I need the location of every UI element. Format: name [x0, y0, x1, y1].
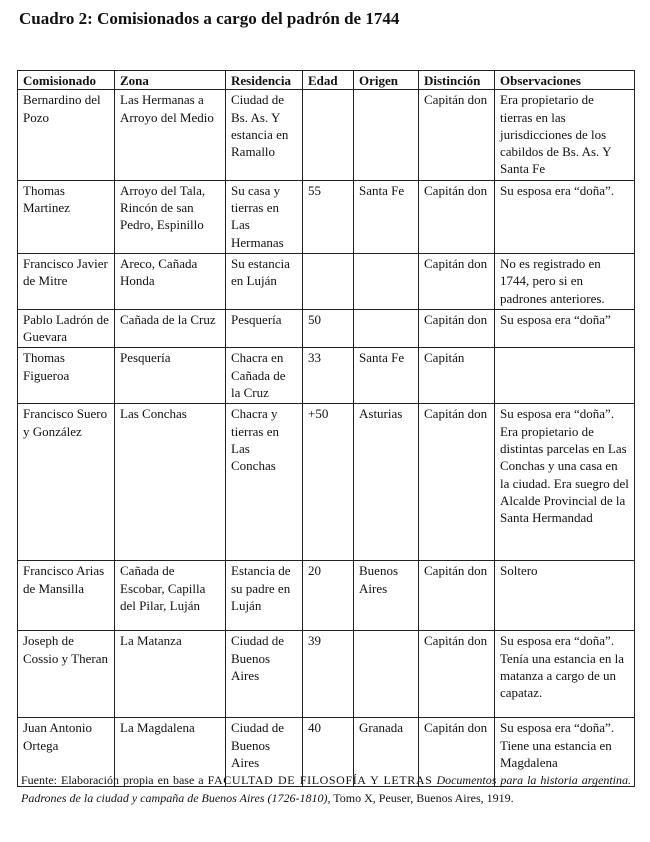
table-row [18, 180, 635, 253]
cell-edad: 33 [303, 348, 354, 404]
cell-origen: Santa Fe [354, 348, 419, 404]
header-edad: Edad [303, 71, 354, 90]
cell-comisionado: Pablo Ladrón de Guevara [18, 309, 115, 348]
header-zona: Zona [115, 71, 226, 90]
source-prefix: Fuente: Elaboración propia en base a [21, 773, 204, 787]
cell-distincion: Capitán don [419, 180, 495, 253]
table-header [18, 71, 635, 90]
cell-edad [303, 90, 354, 180]
cell-residencia: Su casa y tierras en Las Hermanas [226, 180, 303, 253]
source-suffix: Tomo X, Peuser, Buenos Aires, 1919. [333, 791, 514, 805]
header-origen: Origen [354, 71, 419, 90]
cell-observaciones: Su esposa era “doña”. Era propietario de distintas parcelas en Las Conchas y una casa en la ciudad. Era suegro del Alcalde Provincial de la Santa Hermandad [495, 404, 635, 561]
cell-zona: Las Conchas [115, 404, 226, 561]
table-row [18, 253, 635, 309]
cell-distincion: Capitán [419, 348, 495, 404]
source-institution: FACULTAD DE FILOSOFÍA Y LETRAS [207, 773, 433, 787]
cell-residencia: Ciudad de Bs. As. Y estancia en Ramallo [226, 90, 303, 180]
cell-residencia: Su estancia en Luján [226, 253, 303, 309]
cell-zona: Areco, Cañada Honda [115, 253, 226, 309]
cell-residencia: Pesquería [226, 309, 303, 348]
cell-origen [354, 90, 419, 180]
cell-observaciones: No es registrado en 1744, pero si en padrones anteriores. [495, 253, 635, 309]
cell-residencia: Ciudad de Buenos Aires [226, 631, 303, 718]
source-note [21, 771, 631, 807]
cell-observaciones [495, 348, 635, 404]
cell-edad: +50 [303, 404, 354, 561]
cell-comisionado: Bernardino del Pozo [18, 90, 115, 180]
cell-edad: 40 [303, 718, 354, 787]
cell-zona: Arroyo del Tala, Rincón de san Pedro, Espinillo [115, 180, 226, 253]
table-row [18, 90, 635, 180]
cell-origen: Granada [354, 718, 419, 787]
header-distincion: Distinción [419, 71, 495, 90]
cell-residencia: Chacra y tierras en Las Conchas [226, 404, 303, 561]
cell-comisionado: Thomas Figueroa [18, 348, 115, 404]
cell-distincion: Capitán don [419, 718, 495, 787]
cell-comisionado: Francisco Suero y González [18, 404, 115, 561]
header-observaciones: Observaciones [495, 71, 635, 90]
cell-observaciones: Era propietario de tierras en las jurisdicciones de los cabildos de Bs. As. Y Santa Fe [495, 90, 635, 180]
source-work: Documentos para la historia argentina. Padrones de la ciudad y campaña de Buenos Aires (1726-1810), [21, 773, 631, 805]
commissioners-table [17, 70, 635, 787]
cell-observaciones: Su esposa era “doña”. Tenía una estancia en la matanza a cargo de un capataz. [495, 631, 635, 718]
table-row [18, 348, 635, 404]
cell-zona: Cañada de Escobar, Capilla del Pilar, Luján [115, 561, 226, 631]
cell-zona: La Matanza [115, 631, 226, 718]
cell-edad: 39 [303, 631, 354, 718]
cell-observaciones: Su esposa era “doña”. Tiene una estancia en Magdalena [495, 718, 635, 787]
cell-distincion: Capitán don [419, 561, 495, 631]
table-row [18, 309, 635, 348]
table-row [18, 561, 635, 631]
cell-origen [354, 253, 419, 309]
cell-zona: La Magdalena [115, 718, 226, 787]
cell-comisionado: Francisco Arias de Mansilla [18, 561, 115, 631]
header-residencia: Residencia [226, 71, 303, 90]
cell-edad: 50 [303, 309, 354, 348]
cell-origen [354, 631, 419, 718]
cell-residencia: Chacra en Cañada de la Cruz [226, 348, 303, 404]
table-row [18, 404, 635, 561]
header-row [18, 71, 635, 90]
table-row [18, 631, 635, 718]
table-title: Cuadro 2: Comisionados a cargo del padrón de 1744 [19, 9, 400, 28]
cell-distincion: Capitán don [419, 90, 495, 180]
cell-origen: Asturias [354, 404, 419, 561]
cell-origen: Buenos Aires [354, 561, 419, 631]
cell-edad [303, 253, 354, 309]
table-body [18, 90, 635, 787]
cell-observaciones: Soltero [495, 561, 635, 631]
cell-comisionado: Juan Antonio Ortega [18, 718, 115, 787]
cell-observaciones: Su esposa era “doña”. [495, 180, 635, 253]
cell-origen [354, 309, 419, 348]
cell-zona: Cañada de la Cruz [115, 309, 226, 348]
cell-comisionado: Joseph de Cossio y Theran [18, 631, 115, 718]
cell-residencia: Ciudad de Buenos Aires [226, 718, 303, 787]
cell-comisionado: Francisco Javier de Mitre [18, 253, 115, 309]
cell-zona: Pesquería [115, 348, 226, 404]
cell-observaciones: Su esposa era “doña” [495, 309, 635, 348]
cell-comisionado: Thomas Martinez [18, 180, 115, 253]
cell-zona: Las Hermanas a Arroyo del Medio [115, 90, 226, 180]
cell-edad: 55 [303, 180, 354, 253]
cell-origen: Santa Fe [354, 180, 419, 253]
cell-edad: 20 [303, 561, 354, 631]
header-comisionado: Comisionado [18, 71, 115, 90]
cell-residencia: Estancia de su padre en Luján [226, 561, 303, 631]
cell-distincion: Capitán don [419, 404, 495, 561]
cell-distincion: Capitán don [419, 253, 495, 309]
cell-distincion: Capitán don [419, 309, 495, 348]
cell-distincion: Capitán don [419, 631, 495, 718]
